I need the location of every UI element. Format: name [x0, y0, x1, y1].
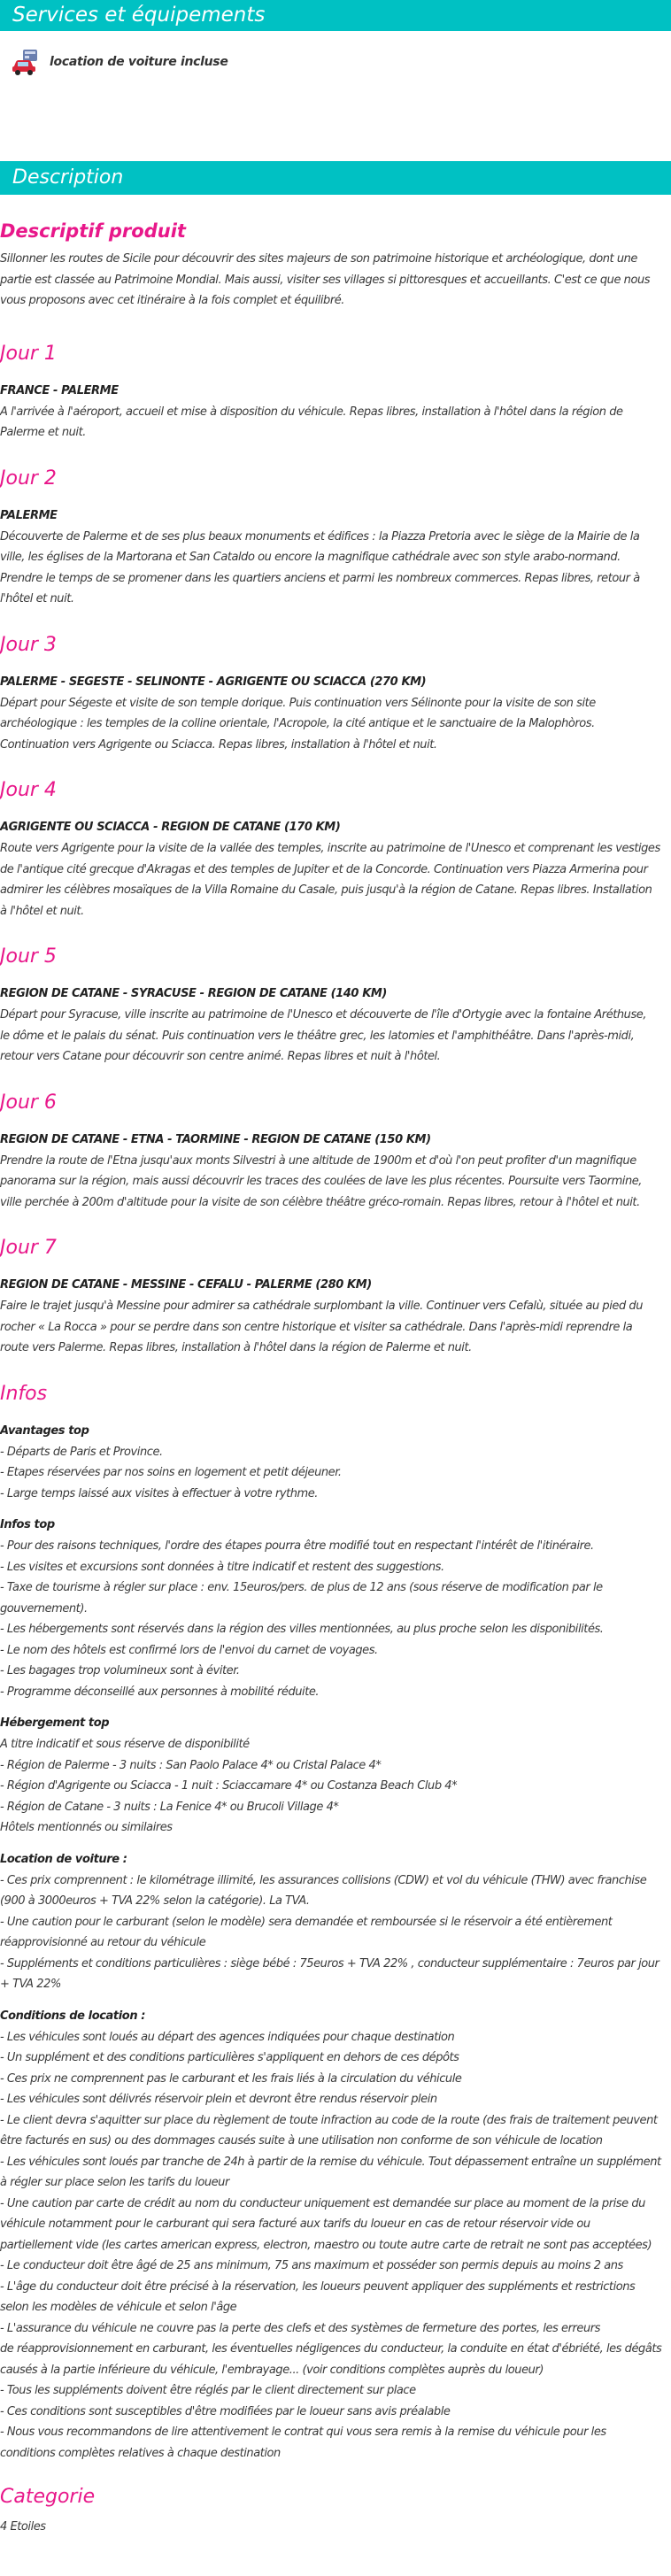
list-item: partiellement vide (les cartes american express, electron, maestro ou toute autre carte de retrait ne sont pas acceptées)	[0, 2238, 652, 2252]
text-line: A l'arrivée à l'aéroport, accueil et mise à disposition du véhicule. Repas libres, installation à l'hôtel dans la région de	[0, 405, 623, 419]
category-title: Categorie	[0, 2486, 96, 2508]
list-item: - Le conducteur doit être âgé de 25 ans minimum, 75 ans maximum et posséder son permis depuis au moins 2 ans	[0, 2259, 623, 2272]
list-item: - Les véhicules sont loués au départ des agences indiquées pour chaque destination	[0, 2030, 455, 2044]
text-line: ville, les églises de la Martorana et San Cataldo ou encore la magnifique cathédrale avec son style arabo-normand.	[0, 551, 621, 564]
list-item: A titre indicatif et sous réserve de disponibilité	[0, 1738, 250, 1751]
list-item: - Programme déconseillé aux personnes à mobilité réduite.	[0, 1685, 320, 1699]
list-item: - Nous vous recommandons de lire attentivement le contrat qui vous sera remis à la remise du véhicule pour les	[0, 2426, 606, 2439]
infos-top-list	[0, 1536, 671, 1702]
list-item: - Ces prix ne comprennent pas le carburant et les frais liés à la circulation du véhicule	[0, 2071, 462, 2086]
day-3-text	[0, 693, 671, 756]
list-item: conditions complètes relatives à chaque destination	[0, 2446, 281, 2460]
day-2-text	[0, 527, 671, 610]
text-line: admirer les célèbres mosaïques de la Villa Romaine du Casale, puis jusqu'à la région de Catane. Repas libres. Installation	[0, 883, 652, 897]
text-line: Sillonner les routes de Sicile pour découvrir des sites majeurs de son patrimoine historique et archéologique, dont une	[0, 252, 637, 266]
list-item: - Ces conditions sont susceptibles d'être modifiées par le loueur sans avis préalable	[0, 2404, 451, 2418]
day-2-route: PALERME	[0, 508, 58, 522]
list-item: - Les visites et excursions sont données à titre indicatif et restent des suggestions.	[0, 1560, 444, 1574]
list-item: réapprovisionné au retour du véhicule	[0, 1936, 206, 1949]
text-line: rocher « La Rocca » pour se perdre dans son centre historique et visiter sa cathédrale. Dans l'après-midi reprendre la	[0, 1320, 633, 1334]
day-5-text	[0, 1005, 671, 1068]
text-line: archéologique : les temples de la colline orientale, l'Acropole, la cité antique et le sanctuaire de la Malophòros.	[0, 717, 595, 730]
day-1-title: Jour 1	[0, 342, 57, 365]
list-item: - Une caution par carte de crédit au nom du conducteur uniquement est demandée sur place au moment de la prise du	[0, 2196, 645, 2210]
text-line: route vers Palerme. Repas libres, installation à l'hôtel dans la région de Palerme et nuit.	[0, 1341, 472, 1354]
list-item: - Tous les suppléments doivent être réglés par le client directement sur place	[0, 2384, 416, 2397]
list-item: - Etapes réservées par nos soins en logement et petit déjeuner.	[0, 1466, 342, 1479]
text-line: le dôme et le palais du sénat. Puis continuation vers le théâtre grec, les latomies et l'amphithéâtre. Dans l'après-midi,	[0, 1029, 635, 1043]
list-item: - Les véhicules sont délivrés réservoir plein et devront être rendus réservoir plein	[0, 2093, 437, 2106]
day-5-route: REGION DE CATANE - SYRACUSE - REGION DE CATANE (140 KM)	[0, 987, 387, 1000]
list-item: - Le nom des hôtels est confirmé lors de l'envoi du carnet de voyages.	[0, 1643, 378, 1657]
text-line: Départ pour Syracuse, ville inscrite au patrimoine de l'Unesco et découverte de l'île d'Ortygie avec la fontaine Aréthuse,	[0, 1008, 647, 1022]
car-rental-icon	[11, 47, 41, 77]
list-item: - Région de Catane - 3 nuits : La Fenice 4* ou Brucoli Village 4*	[0, 1800, 339, 1814]
list-item: - Suppléments et conditions particulières : siège bébé : 75euros + TVA 22% , conducteur supplémentaire : 7euros par jour	[0, 1956, 659, 1971]
product-title: Descriptif produit	[0, 220, 186, 242]
day-1-text	[0, 402, 671, 443]
text-line: Découverte de Palerme et de ses plus beaux monuments et édifices : la Piazza Pretoria avec le siège de la Mairie de la	[0, 529, 640, 544]
category-value	[0, 2517, 671, 2538]
category-text: 4 Etoiles	[0, 2520, 46, 2534]
list-item: - Départs de Paris et Province.	[0, 1445, 163, 1459]
day-2-title: Jour 2	[0, 467, 57, 490]
content	[0, 195, 671, 2538]
list-item: causés à la partie inférieure du véhicule, l'embrayage... (voir conditions complètes auprès du loueur)	[0, 2363, 544, 2377]
infos-title: Infos	[0, 1382, 48, 1405]
text-line: de l'antique cité grecque d'Akragas et des temples de Jupiter et de la Concorde. Continuation vers Piazza Armerina pour	[0, 862, 648, 876]
list-item: - Large temps laissé aux visites à effectuer à votre rythme.	[0, 1486, 318, 1500]
location-list	[0, 1870, 671, 1995]
list-item: - L'assurance du véhicule ne couvre pas la perte des clefs et des systèmes de fermeture des portes, les erreurs	[0, 2321, 600, 2335]
hebergement-heading: Hébergement top	[0, 1716, 110, 1730]
service-item	[0, 31, 671, 93]
list-item: gouvernement).	[0, 1601, 88, 1616]
day-5-title: Jour 5	[0, 945, 57, 968]
list-item: de réapprovisionnement en carburant, les éventuelles négligences du conducteur, la conduite en état d'ébriété, les dégâts	[0, 2342, 662, 2356]
text-line: Prendre la route de l'Etna jusqu'aux monts Silvestri à une altitude de 1900m et d'où l'on peut profiter d'un magnifique	[0, 1153, 636, 1168]
list-item: véhicule notamment pour le carburant qui sera facturé aux tarifs du loueur en cas de retour réservoir vide ou	[0, 2217, 590, 2231]
day-3-route: PALERME - SEGESTE - SELINONTE - AGRIGENTE OU SCIACCA (270 KM)	[0, 675, 427, 689]
text-line: Continuation vers Agrigente ou Sciacca. Repas libres, installation à l'hôtel et nuit.	[0, 737, 437, 752]
list-item: - Pour des raisons techniques, l'ordre des étapes pourra être modifié tout en respectant l'intérêt de l'itinéraire.	[0, 1539, 594, 1553]
day-7-route: REGION DE CATANE - MESSINE - CEFALU - PALERME (280 KM)	[0, 1278, 372, 1292]
text-line: Route vers Agrigente pour la visite de la vallée des temples, inscrite au patrimoine de l'Unesco et comprenant les vestiges	[0, 842, 660, 855]
list-item: - Région d'Agrigente ou Sciacca - 1 nuit : Sciaccamare 4* ou Costanza Beach Club 4*	[0, 1779, 458, 1793]
day-4-title: Jour 4	[0, 779, 57, 801]
day-4-route: AGRIGENTE OU SCIACCA - REGION DE CATANE (170 KM)	[0, 821, 341, 834]
list-item: - Les bagages trop volumineux sont à éviter.	[0, 1664, 240, 1677]
list-item: - Le client devra s'aquitter sur place du règlement de toute infraction au code de la route (des frais de traitement peuvent	[0, 2113, 658, 2127]
text-line: partie est classée au Patrimoine Mondial. Mais aussi, visiter ses villages si pittoresques et accueillants. C'est ce que nous	[0, 273, 651, 287]
list-item: - Une caution pour le carburant (selon le modèle) sera demandée et remboursée si le réservoir a été entièrement	[0, 1915, 613, 1929]
list-item: - Les hébergements sont réservés dans la région des villes mentionnées, au plus proche selon les disponibilités.	[0, 1623, 604, 1636]
day-4-text	[0, 838, 671, 922]
day-7-title: Jour 7	[0, 1237, 57, 1259]
day-3-title: Jour 3	[0, 633, 57, 656]
day-1-route: FRANCE - PALERME	[0, 383, 119, 397]
list-item: + TVA 22%	[0, 1978, 61, 1991]
infos-top-heading: Infos top	[0, 1518, 55, 1531]
list-item: - Les véhicules sont loués par tranche de 24h à partir de la remise du véhicule. Tout dépassement entraîne un supplément	[0, 2155, 661, 2169]
list-item: selon les modèles de véhicule et selon l'âge	[0, 2301, 237, 2314]
day-6-title: Jour 6	[0, 1091, 57, 1114]
text-line: panorama sur la région, mais aussi découvrir les traces des coulées de lave les plus récentes. Poursuite vers Taormine,	[0, 1175, 642, 1188]
avantages-heading: Avantages top	[0, 1423, 89, 1438]
text-line: Départ pour Ségeste et visite de son temple dorique. Puis continuation vers Sélinonte pour la visite de son site	[0, 696, 596, 710]
conditions-list	[0, 2027, 671, 2464]
day-6-text	[0, 1151, 671, 1214]
avantages-list	[0, 1442, 671, 1505]
list-item: - L'âge du conducteur doit être précisé à la réservation, les loueurs peuvent appliquer des suppléments et restrictions	[0, 2279, 636, 2294]
services-band	[0, 0, 671, 31]
day-7-text	[0, 1296, 671, 1359]
service-label: location de voiture incluse	[50, 55, 228, 69]
list-item: - Région de Palerme - 3 nuits : San Paolo Palace 4* ou Cristal Palace 4*	[0, 1758, 382, 1772]
location-heading: Location de voiture :	[0, 1852, 127, 1866]
list-item: - Ces prix comprennent : le kilométrage illimité, les assurances collisions (CDW) et vol du véhicule (THW) avec franchise	[0, 1873, 647, 1887]
text-line: ville perchée à 200m d'altitude pour la visite de son célèbre théâtre gréco-romain. Repas libres, retour à l'hôtel et nuit.	[0, 1195, 640, 1209]
list-item: être facturés en sus) ou des dommages causés suite à une utilisation non conforme de son véhicule de location	[0, 2134, 603, 2148]
text-line: Palerme et nuit.	[0, 426, 86, 439]
text-line: à l'hôtel et nuit.	[0, 904, 84, 918]
description-band	[0, 161, 671, 195]
hebergement-list	[0, 1734, 671, 1839]
text-line: l'hôtel et nuit.	[0, 592, 74, 605]
list-item: - Un supplément et des conditions particulières s'appliquent en dehors de ces dépôts	[0, 2051, 459, 2064]
spacer	[0, 93, 671, 162]
text-line: Faire le trajet jusqu'à Messine pour admirer sa cathédrale surplombant la ville. Continuer vers Cefalù, située au pied du	[0, 1300, 644, 1313]
description-title: Description	[12, 166, 124, 189]
text-line: retour vers Catane pour découvrir son centre animé. Repas libres et nuit à l'hôtel.	[0, 1050, 441, 1063]
list-item: - Taxe de tourisme à régler sur place : env. 15euros/pers. de plus de 12 ans (sous réserve de modification par le	[0, 1581, 603, 1594]
day-6-route: REGION DE CATANE - ETNA - TAORMINE - REGION DE CATANE (150 KM)	[0, 1132, 431, 1146]
list-item: à régler sur place selon les tarifs du loueur	[0, 2176, 229, 2189]
list-item: Hôtels mentionnés ou similaires	[0, 1821, 173, 1834]
text-line: vous proposons avec cet itinéraire à la fois complet et équilibré.	[0, 294, 344, 307]
services-title: Services et équipements	[12, 4, 266, 27]
text-line: Prendre le temps de se promener dans les quartiers anciens et parmi les nombreux commerces. Repas libres, retour à	[0, 571, 640, 585]
list-item: (900 à 3000euros + TVA 22% selon la catégorie). La TVA.	[0, 1894, 310, 1908]
conditions-heading: Conditions de location :	[0, 2009, 146, 2023]
product-text	[0, 249, 671, 312]
